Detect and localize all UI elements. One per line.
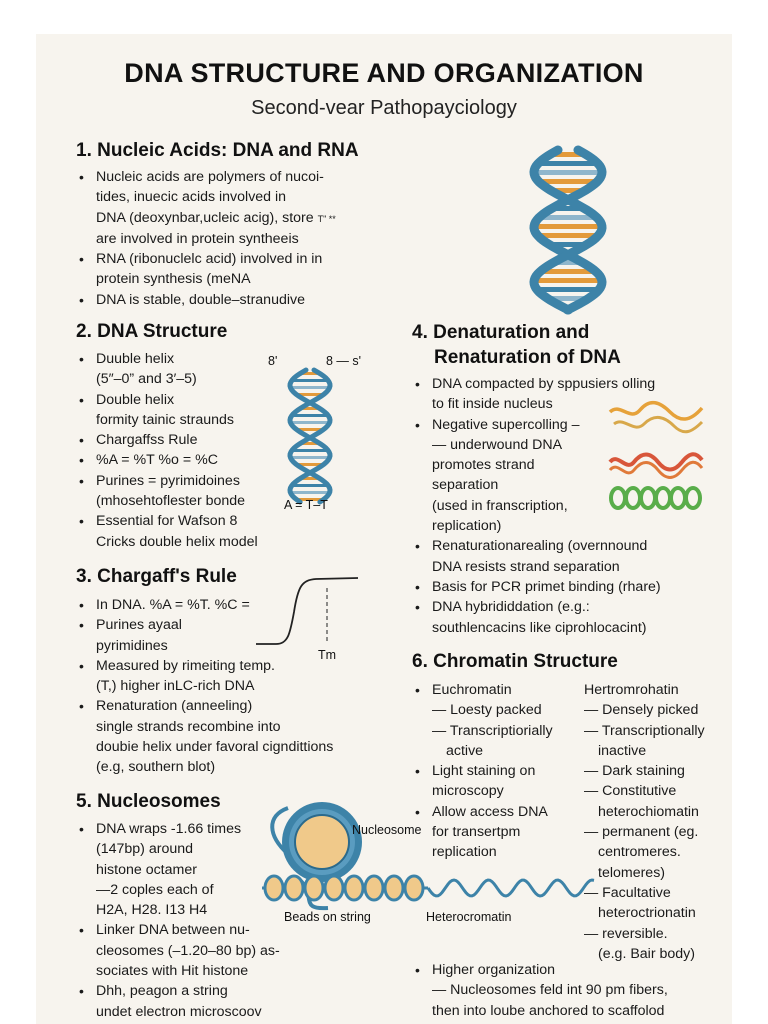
list-item: • Nucleic acids are polymers of nucoi- tides, inuecic acids involved in DNA (deoxynbar,ucleic acig), store T" ** are involved in protein syntheeis [76, 167, 406, 249]
nucleosome-bead [305, 876, 323, 900]
dna-double-helix-illustration [498, 144, 638, 316]
higher-organization-list [412, 960, 732, 1021]
melting-curve-illustration [254, 572, 364, 652]
supercoil-illustration [606, 398, 706, 514]
euchromatin-list [412, 680, 592, 863]
list-item: • Higher organization — Nucleosomes feld int 90 pm fibers, then into loube anchored to scaffolod [412, 960, 732, 1021]
section-4-heading-line1: 4. Denaturation and [412, 322, 590, 343]
nucleosome-bead [405, 876, 423, 900]
beads-on-string-label: Beads on string [284, 910, 371, 924]
list-item: • In DNA. %A = %T. %C = [76, 595, 396, 615]
heterochromatin-header: Hertromrohatin [584, 682, 679, 698]
section-4-heading-line2: Renaturation of DNA [434, 347, 621, 368]
list-item: • Allow access DNA for transertpm replication [412, 802, 592, 863]
nucleosome-label: Nucleosome [352, 823, 422, 837]
list-item: • Basis for PCR primet binding (rhare) [412, 577, 712, 597]
list-item: • DNA hybrididdation (e.g.: southlencacins like ciprohlocacint) [412, 597, 712, 638]
section-2-list [76, 349, 306, 552]
section-3-heading: 3. Chargaff's Rule [76, 566, 237, 587]
nucleosome-bead [265, 876, 283, 900]
list-item: • DNA compacted by sppusiers olling to fit inside nucleus [412, 374, 712, 415]
page-title: DNA STRUCTURE AND ORGANIZATION [124, 58, 644, 88]
list-item: • DNA is stable, double–stranudive [76, 290, 406, 310]
nucleosome-bead [345, 876, 363, 900]
list-item: • Essential for Wafson 8 Cricks double helix model [76, 511, 306, 552]
list-item: • %A = %T %o = %C [76, 450, 306, 470]
tm-label: Tm [318, 648, 337, 662]
section-2-heading: 2. DNA Structure [76, 321, 228, 342]
list-item: • Dhh, peagon a string undet electron microscoov [76, 981, 306, 1022]
euchromatin-header: • Euchromatin [432, 682, 512, 698]
base-pair-label: A = T–T [284, 498, 328, 512]
helix-label-3prime: 8 — s' [326, 354, 362, 368]
nucleosome-bead [325, 876, 343, 900]
list-item: • Negative supercolling – — underwound DNA promotes strand separation (used in franscription, replication) [412, 415, 712, 537]
document-sheet [36, 34, 732, 1024]
heterochromatin-column: Hertromrohatin — Densely picked — Transcriptionally inactive — Dark staining — Constitutive heterochiomatin — permanent (eg. centromeres. telomeres) — Facultative heteroctrionatin — reversible. (e.g. Bair body) [584, 682, 705, 962]
list-item: • Renaturationarealing (overnnound DNA resists strand separation [412, 536, 712, 577]
list-item: • Purines ayaal pyrimidines [76, 615, 396, 656]
list-item: • Purines = pyrimidoines (mhosehtoflester bonde [76, 471, 306, 512]
list-item: • Linker DNA between nu- cleosomes (–1.20–80 bp) as- sociates with Hit histone [76, 920, 306, 981]
section-5-heading: 5. Nucleosomes [76, 791, 221, 812]
list-item: • DNA wraps -1.66 times (147bp) around histone octamer —2 coples each of H2A, H28. I13 H4 [76, 819, 306, 920]
list-item: • RNA (ribonuclelc acid) involved in in protein synthesis (meNA [76, 249, 406, 290]
section-1-list [76, 167, 406, 310]
list-item: • Duuble helix (5″–0” and 3′–5) [76, 349, 306, 390]
section-6-heading: 6. Chromatin Structure [412, 651, 618, 672]
helix-label-5prime: 8' [268, 354, 278, 368]
list-item: • Renaturation (anneeling) single strands recombine into doubie helix under favoral cigndittions (e.g, southern blot) [76, 696, 396, 777]
list-item: • Measured by rimeiting temp. (T,) higher inLC-rich DNA [76, 656, 396, 697]
nucleosome-bead [365, 876, 383, 900]
beads-on-string [262, 876, 428, 900]
nucleosome-bead [285, 876, 303, 900]
list-item: • Chargaffss Rule [76, 430, 306, 450]
melting-curve-line [256, 578, 358, 644]
coiled-chromatin-fiber [428, 880, 594, 896]
section-1-heading: 1. Nucleic Acids: DNA and RNA [76, 140, 359, 161]
list-item: • Euchromatin — Loesty packed — Transcriptiorially active [412, 680, 592, 761]
supercoiled-dna-green [611, 488, 700, 508]
page-subtitle: Second-vear Pathopayciology [251, 97, 517, 119]
histone-octamer [295, 815, 349, 869]
small-dna-helix-illustration [280, 366, 340, 506]
nucleosome-bead [385, 876, 403, 900]
list-item: • Double helix formity tainic straunds [76, 390, 306, 431]
list-item: • Light staining on microscopy [412, 761, 592, 802]
heterochromatin-label: Heterocromatin [426, 910, 512, 924]
base-pair-rungs [534, 155, 602, 308]
